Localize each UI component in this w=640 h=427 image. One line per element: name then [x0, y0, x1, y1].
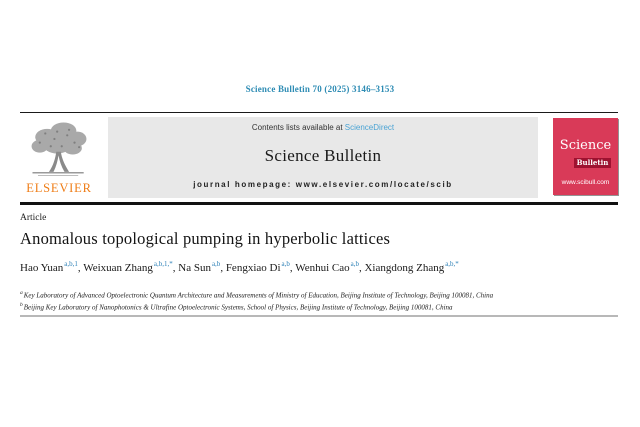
author-separator: ,	[77, 261, 84, 274]
elsevier-logo	[22, 118, 96, 197]
author	[295, 262, 364, 274]
affiliation-text: Key Laboratory of Advanced Optoelectronic Quantum Architecture and Measurements of Ministry of Education, Beijing Institute of Technology, Beijing 100081, China	[23, 291, 494, 300]
cover-title-science: Science	[559, 138, 612, 153]
author-name: Fengxiao Di	[225, 261, 281, 274]
author-name: Xiangdong Zhang	[364, 261, 445, 274]
author-list	[20, 260, 618, 274]
author	[178, 262, 226, 274]
sciencedirect-link[interactable]: ScienceDirect	[344, 123, 395, 132]
contents-line	[252, 123, 394, 132]
journal-title: Science Bulletin	[264, 146, 382, 165]
article-title: Anomalous topological pumping in hyperbolic lattices	[20, 229, 391, 248]
elsevier-wordmark: ELSEVIER	[26, 181, 92, 195]
affiliation-text: Beijing Key Laboratory of Nanophotonics & Ultrafine Optoelectronic Systems, School of Physics, Beijing Institute of Technology, Beijing 100081, China	[23, 303, 453, 312]
author-sup-link[interactable]: a,b,1,*	[153, 260, 173, 268]
author-separator: ,	[220, 261, 226, 274]
affiliation-sup: b	[20, 301, 23, 308]
homepage-url-link[interactable]: www.elsevier.com/locate/scib	[295, 180, 453, 189]
author-name: Na Sun	[178, 261, 211, 274]
article-type-label: Article	[20, 213, 47, 223]
contents-text: Contents lists available at	[251, 123, 343, 132]
affiliation-line	[20, 301, 618, 313]
author-separator: ,	[289, 261, 296, 274]
author	[364, 262, 458, 274]
affiliation-line	[20, 289, 618, 301]
author-name: Hao Yuan	[20, 261, 64, 274]
journal-masthead-box	[108, 117, 538, 198]
cover-title-bulletin: Bulletin	[574, 158, 612, 168]
author-separator: ,	[172, 261, 179, 274]
affiliation-sup: a	[20, 290, 23, 296]
homepage-line	[193, 180, 453, 189]
elsevier-tree-icon	[27, 118, 91, 180]
author-sup-link[interactable]: a,b	[211, 260, 221, 268]
author-sup-link[interactable]: a,b	[350, 260, 359, 268]
author	[20, 262, 83, 274]
author-separator: ,	[358, 261, 365, 274]
author-name: Weixuan Zhang	[83, 261, 153, 274]
cover-website: www.scibull.com	[561, 179, 610, 186]
homepage-label: journal homepage:	[193, 180, 292, 189]
author	[226, 262, 295, 274]
affiliation-list	[20, 289, 618, 313]
author-name: Wenhui Cao	[295, 261, 350, 274]
author-sup-link[interactable]: a,b,*	[445, 260, 459, 268]
author-sup-link[interactable]: a,b	[281, 260, 290, 268]
header-top-rule	[20, 112, 618, 113]
affiliation-bottom-rule	[20, 315, 618, 317]
author-sup-link[interactable]: a,b,1	[64, 260, 78, 268]
header-bottom-rule	[20, 202, 618, 205]
journal-cover-thumbnail	[553, 118, 618, 195]
author	[83, 262, 178, 274]
journal-citation: Science Bulletin 70 (2025) 3146–3153	[245, 84, 395, 94]
